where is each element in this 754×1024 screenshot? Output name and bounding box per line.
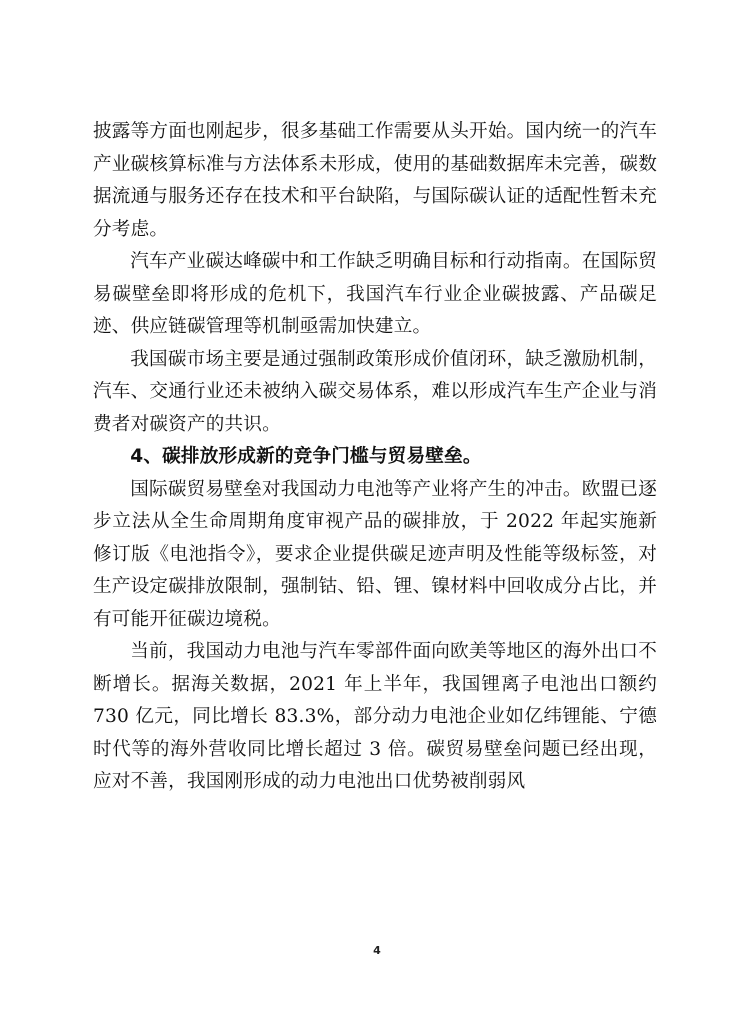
page-number: 4: [373, 944, 381, 957]
section-heading: 4、碳排放形成新的竞争门槛与贸易壁垒。: [130, 446, 482, 467]
page-body: [93, 116, 657, 799]
paragraph-eu-battery-directive: 国际碳贸易壁垒对我国动力电池等产业将产生的冲击。欧盟已逐步立法从全生命周期角度审视产品的碳排放，于 2022 年起实施新修订版《电池指令》，要求企业提供碳足迹声明及性能等级标签，对生产设定碳排放限制，强制钴、铅、锂、镍材料中回收成分占比，并有可能开征碳边境税。: [93, 478, 657, 630]
paragraph-goals-guidance: 汽车产业碳达峰碳中和工作缺乏明确目标和行动指南。在国际贸易碳壁垒即将形成的危机下，我国汽车行业企业碳披露、产品碳足迹、供应链碳管理等机制亟需加快建立。: [93, 251, 657, 337]
paragraph-carbon-market: 我国碳市场主要是通过强制政策形成价值闭环，缺乏激励机制，汽车、交通行业还未被纳入碳交易体系，难以形成汽车生产企业与消费者对碳资产的共识。: [93, 348, 657, 435]
paragraph-continued: 披露等方面也刚起步，很多基础工作需要从头开始。国内统一的汽车产业碳核算标准与方法体系未形成，使用的基础数据库未完善，碳数据流通与服务还存在技术和平台缺陷，与国际碳认证的适配性暂未充分考虑。: [93, 121, 657, 240]
paragraph-export-growth: 当前，我国动力电池与汽车零部件面向欧美等地区的海外出口不断增长。据海关数据，2021 年上半年，我国锂离子电池出口额约 730 亿元，同比增长 83.3%，部分动力电池企业如亿纬锂能、宁德时代等的海外营收同比增长超过 3 倍。碳贸易壁垒问题已经出现，应对不善，我国刚形成的动力电池出口优势被削弱风: [93, 641, 657, 792]
